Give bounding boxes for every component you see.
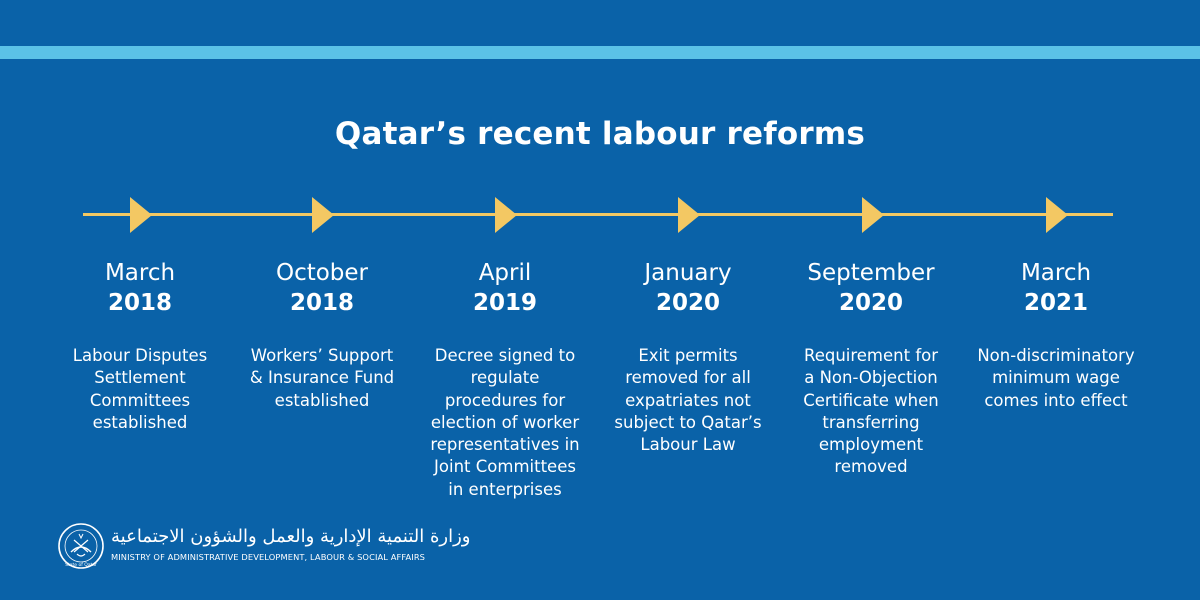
entry-description: Decree signed to regulate procedures for election of worker representatives in Joint Committees in enterprises [430,346,580,499]
top-accent-band [0,46,1200,59]
timeline-arrow-1 [130,197,152,233]
entry-year: 2020 [838,290,903,316]
qatar-emblem-icon [57,522,105,570]
entry-month: March [1020,260,1092,286]
seal-caption: State of Qatar [65,563,97,568]
timeline-entry-6 [961,258,1151,412]
page-title: Qatar’s recent labour reforms [334,116,866,152]
entry-year: 2018 [289,290,354,316]
entry-month: March [104,260,176,286]
timeline-arrow-3 [495,197,517,233]
entry-description: Workers’ Support & Insurance Fund established [249,346,395,410]
entry-description: Labour Disputes Settlement Committees established [72,346,208,432]
entry-month: April [478,260,532,286]
timeline-entry-3 [410,258,600,501]
entry-year: 2018 [107,290,172,316]
entry-description: Non-discriminatory minimum wage comes into effect [977,346,1135,410]
entry-year: 2021 [1023,290,1088,316]
entry-month: October [275,260,369,286]
timeline-line [83,213,1113,216]
entry-year: 2020 [655,290,720,316]
timeline-arrow-5 [862,197,884,233]
ministry-logo [57,522,471,572]
entry-year: 2019 [472,290,537,316]
timeline-entry-2 [227,258,417,412]
entry-description: Requirement for a Non-Objection Certificate when transferring employment removed [803,346,939,477]
ministry-arabic-name: وزارة التنمية الإدارية والعمل والشؤون الاجتماعية [111,526,471,547]
entry-month: January [644,260,732,286]
timeline-arrow-4 [678,197,700,233]
timeline-entry-4 [593,258,783,456]
timeline-entry-1 [45,258,235,434]
entry-description: Exit permits removed for all expatriates not subject to Qatar’s Labour Law [614,346,762,455]
entry-month: September [807,260,935,286]
ministry-english-name: MINISTRY OF ADMINISTRATIVE DEVELOPMENT, LABOUR & SOCIAL AFFAIRS [111,552,426,562]
timeline-arrow-2 [312,197,334,233]
timeline-entry-5 [776,258,966,479]
timeline-arrow-6 [1046,197,1068,233]
